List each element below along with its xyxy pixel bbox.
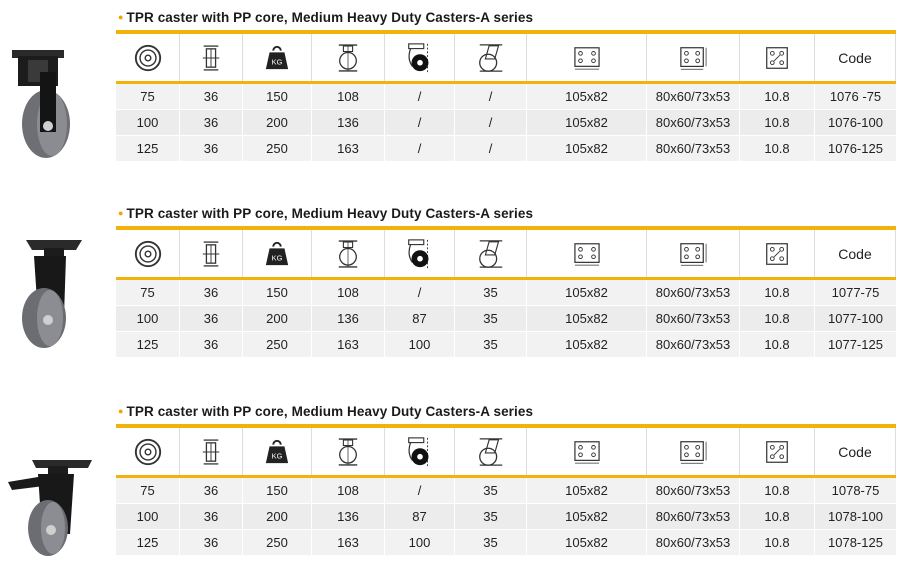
table-cell: 1077-100 bbox=[828, 311, 883, 326]
spec-table bbox=[116, 30, 896, 162]
section-title bbox=[118, 404, 533, 419]
table-row bbox=[116, 332, 896, 358]
caster-section-3 bbox=[0, 402, 902, 552]
code-header: Code bbox=[815, 428, 896, 475]
table-cell: 10.8 bbox=[740, 478, 815, 503]
table-cell: 100 bbox=[116, 306, 180, 331]
table-cell: 1076-125 bbox=[828, 141, 883, 156]
table-cell: / bbox=[455, 136, 527, 161]
table-cell: 80x60/73x53 bbox=[647, 306, 740, 331]
table-cell: 75 bbox=[116, 280, 180, 305]
table-cell: / bbox=[455, 110, 527, 135]
table-cell: 200 bbox=[243, 110, 312, 135]
offset-icon bbox=[455, 34, 527, 81]
total-height-icon bbox=[312, 34, 385, 81]
table-cell: 36 bbox=[180, 478, 243, 503]
table-cell: 1077-75 bbox=[831, 285, 880, 300]
plate-size-icon bbox=[527, 428, 647, 475]
bolt-size-icon bbox=[740, 428, 815, 475]
section-title-text: TPR caster with PP core, Medium Heavy Duty Casters-A series bbox=[126, 10, 534, 25]
table-cell: 80x60/73x53 bbox=[647, 504, 740, 529]
table-cell: 80x60/73x53 bbox=[647, 332, 740, 357]
caster-section-2 bbox=[0, 204, 902, 354]
table-cell: 80x60/73x53 bbox=[647, 478, 740, 503]
table-cell: 10.8 bbox=[740, 280, 815, 305]
swivel-brake-caster-icon bbox=[4, 424, 104, 564]
table-cell: 250 bbox=[243, 332, 312, 357]
table-cell: 80x60/73x53 bbox=[647, 280, 740, 305]
table-cell: 125 bbox=[116, 332, 180, 357]
wheel-diameter-icon bbox=[116, 34, 180, 81]
table-cell: 100 bbox=[116, 110, 180, 135]
table-cell: 1078-100 bbox=[828, 509, 883, 524]
table-cell: 36 bbox=[180, 280, 243, 305]
swivel-caster-icon bbox=[4, 220, 104, 360]
table-cell: 136 bbox=[312, 306, 385, 331]
section-title-text: TPR caster with PP core, Medium Heavy Duty Casters-A series bbox=[126, 404, 534, 419]
table-cell: 10.8 bbox=[740, 530, 815, 555]
table-cell: 36 bbox=[180, 84, 243, 109]
table-cell: 1078-75 bbox=[831, 483, 880, 498]
table-cell: 80x60/73x53 bbox=[647, 530, 740, 555]
table-cell: 10.8 bbox=[740, 332, 815, 357]
table-cell: 150 bbox=[243, 84, 312, 109]
table-cell: / bbox=[385, 84, 455, 109]
table-cell: 100 bbox=[385, 530, 455, 555]
table-header-row bbox=[116, 230, 896, 280]
table-cell: 36 bbox=[180, 306, 243, 331]
table-cell: 36 bbox=[180, 136, 243, 161]
wheel-diameter-icon bbox=[116, 428, 180, 475]
table-row bbox=[116, 84, 896, 110]
table-cell: 35 bbox=[455, 332, 527, 357]
table-cell: 87 bbox=[385, 306, 455, 331]
bolt-hole-spacing-icon bbox=[647, 428, 740, 475]
table-cell: 105x82 bbox=[527, 306, 647, 331]
table-cell: 1076 -75 bbox=[829, 89, 882, 104]
load-capacity-icon bbox=[243, 428, 312, 475]
table-cell: 105x82 bbox=[527, 504, 647, 529]
table-cell: / bbox=[385, 136, 455, 161]
table-cell: 80x60/73x53 bbox=[647, 84, 740, 109]
table-cell: 10.8 bbox=[740, 504, 815, 529]
caster-section-1 bbox=[0, 8, 902, 158]
table-cell: 35 bbox=[455, 306, 527, 331]
swivel-radius-icon bbox=[385, 428, 455, 475]
table-cell: 105x82 bbox=[527, 478, 647, 503]
table-cell: 100 bbox=[116, 504, 180, 529]
wheel-width-icon bbox=[180, 428, 243, 475]
table-cell: 125 bbox=[116, 530, 180, 555]
table-cell: 1077-125 bbox=[828, 337, 883, 352]
offset-icon bbox=[455, 428, 527, 475]
swivel-radius-icon bbox=[385, 230, 455, 277]
table-cell: 250 bbox=[243, 136, 312, 161]
wheel-width-icon bbox=[180, 230, 243, 277]
offset-icon bbox=[455, 230, 527, 277]
table-cell: 105x82 bbox=[527, 84, 647, 109]
table-cell: 105x82 bbox=[527, 530, 647, 555]
swivel-radius-icon bbox=[385, 34, 455, 81]
table-cell: 80x60/73x53 bbox=[647, 136, 740, 161]
table-cell: 35 bbox=[455, 504, 527, 529]
table-row bbox=[116, 280, 896, 306]
table-cell: 108 bbox=[312, 478, 385, 503]
table-row bbox=[116, 478, 896, 504]
table-cell: 10.8 bbox=[740, 84, 815, 109]
table-cell: 105x82 bbox=[527, 280, 647, 305]
table-cell: 200 bbox=[243, 504, 312, 529]
bolt-hole-spacing-icon bbox=[647, 34, 740, 81]
table-cell: 105x82 bbox=[527, 332, 647, 357]
bolt-size-icon bbox=[740, 34, 815, 81]
plate-size-icon bbox=[527, 230, 647, 277]
table-cell: 163 bbox=[312, 530, 385, 555]
code-header: Code bbox=[815, 230, 896, 277]
table-cell: / bbox=[385, 110, 455, 135]
table-cell: 136 bbox=[312, 110, 385, 135]
table-cell: 150 bbox=[243, 280, 312, 305]
code-header: Code bbox=[815, 34, 896, 81]
table-cell: 10.8 bbox=[740, 136, 815, 161]
fixed-caster-icon bbox=[4, 32, 104, 172]
total-height-icon bbox=[312, 230, 385, 277]
table-cell: 10.8 bbox=[740, 110, 815, 135]
section-title-text: TPR caster with PP core, Medium Heavy Duty Casters-A series bbox=[126, 206, 534, 221]
spec-table bbox=[116, 424, 896, 556]
table-cell: 108 bbox=[312, 280, 385, 305]
table-cell: 75 bbox=[116, 478, 180, 503]
table-cell: / bbox=[385, 280, 455, 305]
table-row bbox=[116, 530, 896, 556]
section-title bbox=[118, 206, 533, 221]
table-cell: / bbox=[385, 478, 455, 503]
plate-size-icon bbox=[527, 34, 647, 81]
table-cell: 1078-125 bbox=[828, 535, 883, 550]
table-cell: 36 bbox=[180, 530, 243, 555]
section-title bbox=[118, 10, 533, 25]
table-cell: / bbox=[455, 84, 527, 109]
table-cell: 35 bbox=[455, 478, 527, 503]
table-cell: 105x82 bbox=[527, 136, 647, 161]
table-header-row bbox=[116, 34, 896, 84]
table-cell: 75 bbox=[116, 84, 180, 109]
table-cell: 200 bbox=[243, 306, 312, 331]
table-cell: 108 bbox=[312, 84, 385, 109]
table-cell: 36 bbox=[180, 504, 243, 529]
table-cell: 36 bbox=[180, 110, 243, 135]
table-cell: 105x82 bbox=[527, 110, 647, 135]
table-cell: 150 bbox=[243, 478, 312, 503]
bolt-size-icon bbox=[740, 230, 815, 277]
table-row bbox=[116, 136, 896, 162]
wheel-width-icon bbox=[180, 34, 243, 81]
table-header-row bbox=[116, 428, 896, 478]
table-cell: 87 bbox=[385, 504, 455, 529]
table-cell: 1076-100 bbox=[828, 115, 883, 130]
table-cell: 163 bbox=[312, 332, 385, 357]
table-row bbox=[116, 306, 896, 332]
table-cell: 10.8 bbox=[740, 306, 815, 331]
table-cell: 35 bbox=[455, 530, 527, 555]
total-height-icon bbox=[312, 428, 385, 475]
table-cell: 100 bbox=[385, 332, 455, 357]
wheel-diameter-icon bbox=[116, 230, 180, 277]
table-row bbox=[116, 504, 896, 530]
bullet-icon: ● bbox=[118, 208, 124, 218]
table-cell: 35 bbox=[455, 280, 527, 305]
table-row bbox=[116, 110, 896, 136]
bolt-hole-spacing-icon bbox=[647, 230, 740, 277]
table-cell: 125 bbox=[116, 136, 180, 161]
table-cell: 80x60/73x53 bbox=[647, 110, 740, 135]
table-cell: 136 bbox=[312, 504, 385, 529]
load-capacity-icon bbox=[243, 230, 312, 277]
bullet-icon: ● bbox=[118, 12, 124, 22]
spec-table bbox=[116, 226, 896, 358]
table-cell: 163 bbox=[312, 136, 385, 161]
bullet-icon: ● bbox=[118, 406, 124, 416]
load-capacity-icon bbox=[243, 34, 312, 81]
table-cell: 250 bbox=[243, 530, 312, 555]
table-cell: 36 bbox=[180, 332, 243, 357]
